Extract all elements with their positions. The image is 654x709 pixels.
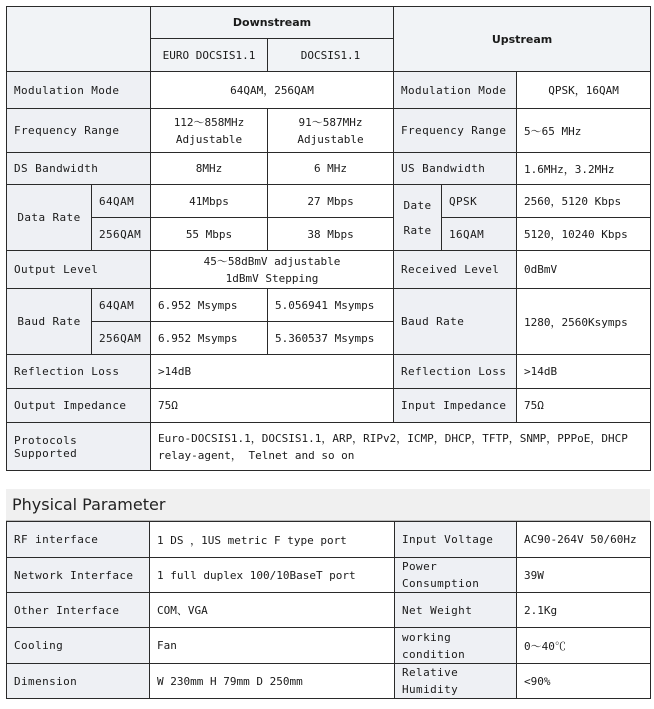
baud-rate-256qam-docsis: 5.360537 Msymps [268,322,394,355]
input-impedance-label: Input Impedance [394,389,517,423]
other-interface-value: COM、VGA [150,593,395,628]
us-qpsk-label: QPSK [442,185,517,218]
us-16qam-rate: 5120，10240 Kbps [517,218,651,251]
us-date-rate-line2: Rate [403,223,432,237]
protocols-line2: relay-agent， Telnet and so on [158,448,355,462]
rf-interface-label: RF interface [7,522,150,558]
data-rate-label: Data Rate [7,185,92,251]
corner-cell [7,7,151,72]
ds-frequency-docsis-note: Adjustable [297,132,364,146]
network-interface-value: 1 full duplex 100/10BaseT port [150,558,395,593]
cooling-value: Fan [150,628,395,664]
working-condition-label [395,628,517,664]
humidity-label-line1: Relative [402,666,459,679]
other-interface-label: Other Interface [7,593,150,628]
ds-frequency-docsis [268,109,394,153]
data-rate-64qam-label: 64QAM [92,185,151,218]
input-impedance-value: 75Ω [517,389,651,423]
relative-humidity-label [395,664,517,699]
protocols-label: Protocols Supported [7,423,151,471]
ds-reflection-loss-value: >14dB [151,355,394,389]
baud-rate-256qam-euro: 6.952 Msymps [151,322,268,355]
us-baud-rate-label: Baud Rate [394,289,517,355]
output-level-range: 45～58dBmV adjustable [203,254,341,268]
relative-humidity-value: <90% [517,664,651,699]
docsis-header: DOCSIS1.1 [268,39,394,72]
cooling-label: Cooling [7,628,150,664]
ds-frequency-docsis-range: 91～587MHz [298,115,363,129]
received-level-label: Received Level [394,251,517,289]
downstream-header: Downstream [151,7,394,39]
network-interface-label: Network Interface [7,558,150,593]
power-consumption-label [395,558,517,593]
baud-rate-64qam-euro: 6.952 Msymps [151,289,268,322]
us-date-rate-line1: Date [403,198,432,212]
ds-bandwidth-label: DS Bandwidth [7,153,151,185]
input-voltage-value: AC90-264V 50/60Hz [517,522,651,558]
ds-modulation-value: 64QAM，256QAM [151,72,394,109]
us-modulation-value: QPSK，16QAM [517,72,651,109]
data-rate-64qam-docsis: 27 Mbps [268,185,394,218]
baud-rate-64qam-label: 64QAM [92,289,151,322]
net-weight-label: Net Weight [395,593,517,628]
us-frequency-label: Frequency Range [394,109,517,153]
baud-rate-label: Baud Rate [7,289,92,355]
output-impedance-label: Output Impedance [7,389,151,423]
us-bandwidth-label: US Bandwidth [394,153,517,185]
data-rate-256qam-euro: 55 Mbps [151,218,268,251]
output-level-label: Output Level [7,251,151,289]
us-date-rate-label [394,185,442,251]
working-label-line2: condition [402,647,466,661]
protocols-line1: Euro-DOCSIS1.1，DOCSIS1.1，ARP，RIPv2，ICMP，DHCP，TFTP，SNMP，PPPoE，DHCP [158,431,628,445]
physical-parameter-title: Physical Parameter [6,489,650,521]
baud-rate-256qam-label: 256QAM [92,322,151,355]
ds-frequency-euro-note: Adjustable [175,132,243,146]
us-frequency-value: 5～65 MHz [517,109,651,153]
working-label-line1: working [402,630,452,644]
net-weight-value: 2.1Kg [517,593,651,628]
ds-bandwidth-euro: 8MHz [151,153,268,185]
data-rate-256qam-docsis: 38 Mbps [268,218,394,251]
power-label-line1: Power [402,560,438,573]
rf-interface-value: 1 DS ，1US metric F type port [150,522,395,558]
working-condition-value: 0～40℃ [517,628,651,664]
power-label-line2: Consumption [402,577,480,590]
ds-bandwidth-docsis: 6 MHz [268,153,394,185]
ds-frequency-euro [151,109,268,153]
dimension-value: W 230mm H 79mm D 250mm [150,664,395,699]
output-level-step: 1dBmV Stepping [225,271,319,285]
us-baud-rate-value: 1280，2560Ksymps [517,289,651,355]
data-rate-64qam-euro: 41Mbps [151,185,268,218]
ds-frequency-label: Frequency Range [7,109,151,153]
specification-table [6,6,651,471]
protocols-value [151,423,651,471]
us-16qam-label: 16QAM [442,218,517,251]
ds-modulation-label: Modulation Mode [7,72,151,109]
baud-rate-64qam-docsis: 5.056941 Msymps [268,289,394,322]
us-modulation-label: Modulation Mode [394,72,517,109]
us-bandwidth-value: 1.6MHz，3.2MHz [517,153,651,185]
input-voltage-label: Input Voltage [395,522,517,558]
output-level-value [151,251,394,289]
received-level-value: 0dBmV [517,251,651,289]
dimension-label: Dimension [7,664,150,699]
us-reflection-loss-label: Reflection Loss [394,355,517,389]
us-reflection-loss-value: >14dB [517,355,651,389]
data-rate-256qam-label: 256QAM [92,218,151,251]
euro-docsis-header: EURO DOCSIS1.1 [151,39,268,72]
humidity-label-line2: Humidity [402,683,459,696]
physical-parameter-table [6,521,651,699]
output-impedance-value: 75Ω [151,389,394,423]
us-qpsk-rate: 2560，5120 Kbps [517,185,651,218]
ds-reflection-loss-label: Reflection Loss [7,355,151,389]
ds-frequency-euro-range: 112～858MHz [173,115,245,129]
power-consumption-value: 39W [517,558,651,593]
upstream-header: Upstream [394,7,651,72]
